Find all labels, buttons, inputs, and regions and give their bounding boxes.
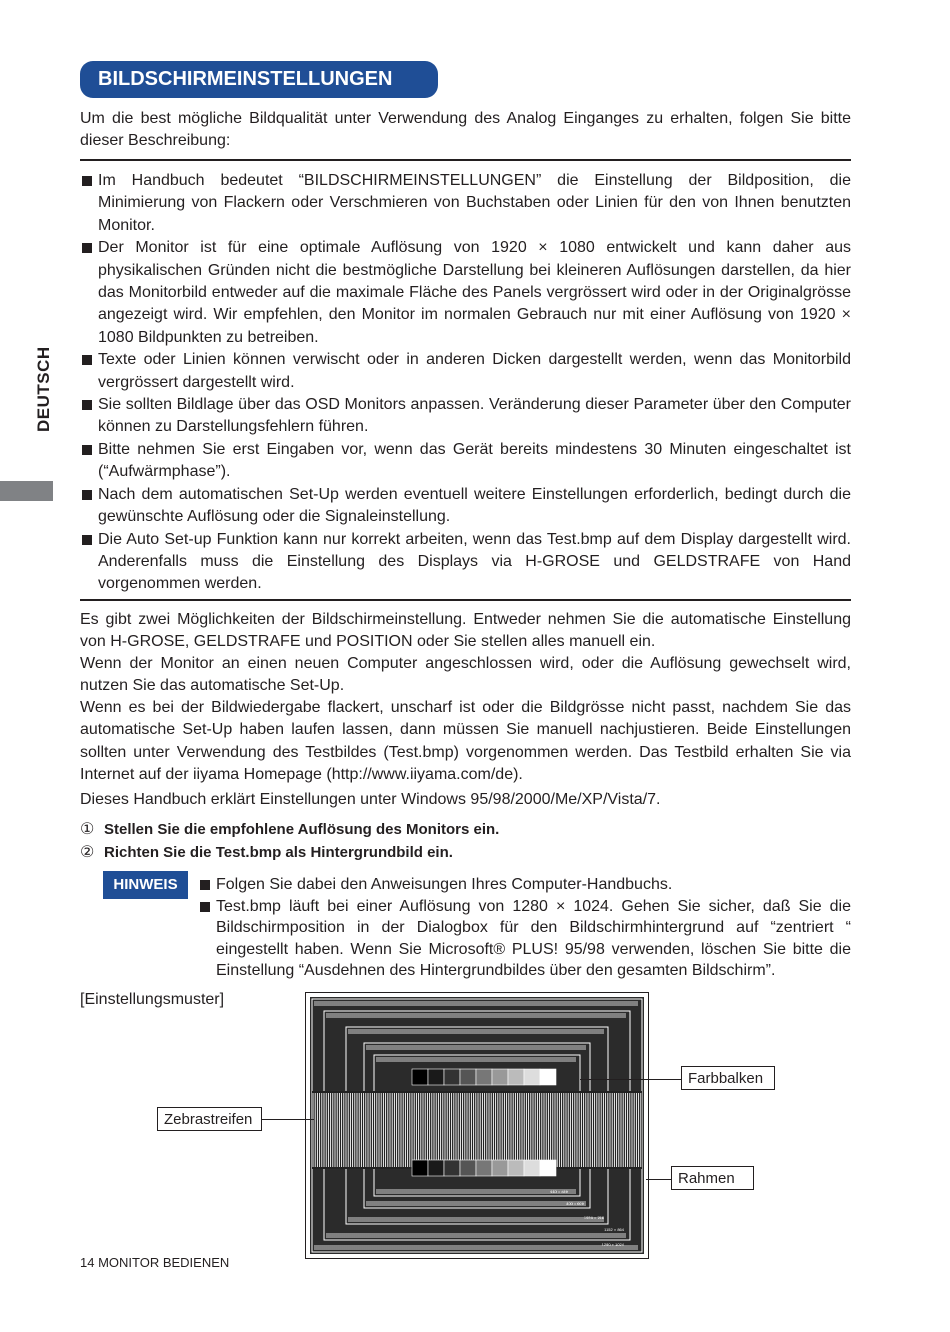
color-bar-swatch [444, 1160, 460, 1176]
paragraph-1: Es gibt zwei Möglichkeiten der Bildschirmeinstellung. Entweder nehmen Sie die automatische Einstellung von H-GROSE, GELDSTRAFE und POSITION oder Sie stellen alles manuell ein. [80, 611, 851, 651]
color-bar-swatch [412, 1069, 428, 1085]
paragraph-2: Wenn der Monitor an einen neuen Computer angeschlossen wird, oder die Auflösung gewechselt wird, nutzen Sie das automatische Set-Up. [80, 655, 851, 695]
page-footer: 14 MONITOR BEDIENEN [80, 1255, 230, 1270]
resolution-label: 1280 × 1024 [601, 1242, 624, 1247]
hinweis-item: Test.bmp läuft bei einer Auflösung von 1280 × 1024. Gehen Sie sicher, daß Sie die Bildschirmposition in der Dialogbox für den Bildschirmhintergrund auf “zentriert “ eingestellt haben. Wenn Sie Microsoft® PLUS! 95/98 verwenden, löschen Sie bitte die Einstellung “Ausdehnen des Hintergrundbildes über den gesamten Bildschirm”. [198, 896, 851, 982]
color-bar-swatch [524, 1069, 540, 1085]
step-2 [80, 843, 453, 863]
section-title: BILDSCHIRMEINSTELLUNGEN [80, 61, 438, 98]
test-pattern-image [306, 993, 648, 1258]
step-number: ② [80, 844, 95, 861]
color-bar-swatch [540, 1160, 556, 1176]
color-bar-swatch [540, 1069, 556, 1085]
color-bar-swatch [460, 1069, 476, 1085]
color-bar-swatch [444, 1069, 460, 1085]
color-bar-swatch [412, 1160, 428, 1176]
color-bar-swatch [508, 1069, 524, 1085]
paragraph-3: Wenn es bei der Bildwiedergabe flackert, unscharf ist oder die Bildgrösse nicht passt, nachdem Sie das automatische Set-Up haben laufen lassen, dann müssen Sie manuell nachjustieren. Beide Einstellungen sollten unter Verwendung des Testbildes (Test.bmp) vorgenommen werden. Das Testbild erhalten Sie via Internet auf der iiyama Homepage (http://www.iiyama.com/de). [80, 699, 851, 784]
bullet-item: Die Auto Set-up Funktion kann nur korrekt arbeiten, wenn das Test.bmp auf dem Display dargestellt wird. Anderenfalls muss die Einstellung des Displays via H-GROSE und GELDSTRAFE von Hand vorgenommen werden. [80, 529, 851, 596]
step-1 [80, 820, 499, 840]
test-pattern-figure [305, 992, 649, 1259]
color-bar-swatch [476, 1069, 492, 1085]
farbbalken-leader [580, 1079, 681, 1080]
bullet-square-icon [82, 400, 92, 410]
resolution-label: 800 × 600 [566, 1201, 584, 1206]
step-text: Stellen Sie die empfohlene Auflösung des Monitors ein. [104, 821, 500, 838]
bullet-item: Der Monitor ist für eine optimale Auflösung von 1920 × 1080 entwickelt und kann daher aus physikalischen Gründen nicht die bestmögliche Darstellung bei kleineren Auflösungen darstellen, da hier das Monitorbild entweder auf die maximale Fläche des Panels vergrössert wird oder in der Originalgrösse angezeigt wird. Wir empfehlen, den Monitor im normalen Gebrauch nur mit einer Auflösung von 1920 × 1080 Bildpunkten zu betreiben. [80, 237, 851, 349]
language-tab [0, 481, 53, 501]
color-bar-swatch [428, 1069, 444, 1085]
step-text: Richten Sie die Test.bmp als Hintergrundbild ein. [104, 844, 453, 861]
bullet-square-icon [82, 490, 92, 500]
divider-top [80, 159, 851, 161]
bullet-square-icon [82, 445, 92, 455]
color-bar-swatch [524, 1160, 540, 1176]
rahmen-callout: Rahmen [671, 1166, 754, 1190]
hinweis-badge: HINWEIS [103, 871, 188, 899]
bullet-square-icon [82, 355, 92, 365]
paragraph-4: Dieses Handbuch erklärt Einstellungen unter Windows 95/98/2000/Me/XP/Vista/7. [80, 791, 661, 808]
step-number: ① [80, 821, 95, 838]
bullet-square-icon [82, 176, 92, 186]
color-bar-swatch [492, 1069, 508, 1085]
divider-bottom [80, 599, 851, 601]
color-bar-swatch [428, 1160, 444, 1176]
color-bar-swatch [508, 1160, 524, 1176]
zebrastreifen-leader [262, 1119, 314, 1120]
bullet-list [80, 170, 851, 596]
resolution-label: 640 × 480 [550, 1189, 568, 1194]
bullet-item: Nach dem automatischen Set-Up werden eventuell weitere Einstellungen erforderlich, bedingt durch die gewünschte Auflösung oder die Signaleinstellung. [80, 484, 851, 529]
bullet-item: Bitte nehmen Sie erst Eingaben vor, wenn das Gerät bereits mindestens 30 Minuten eingeschaltet ist (“Aufwärmphase”). [80, 439, 851, 484]
bullet-square-icon [82, 243, 92, 253]
zebrastreifen-callout: Zebrastreifen [157, 1107, 262, 1131]
bullet-square-icon [200, 902, 210, 912]
bullet-square-icon [200, 880, 210, 890]
bullet-item: Texte oder Linien können verwischt oder in anderen Dicken dargestellt werden, wenn das Monitorbild vergrössert dargestellt wird. [80, 349, 851, 394]
pattern-caption: [Einstellungsmuster] [80, 991, 225, 1008]
bullet-square-icon [82, 535, 92, 545]
color-bar-swatch [476, 1160, 492, 1176]
intro-text: Um die best mögliche Bildqualität unter Verwendung des Analog Einganges zu erhalten, folgen Sie bitte dieser Beschreibung: [80, 110, 851, 150]
farbbalken-callout: Farbbalken [681, 1066, 775, 1090]
color-bar-swatch [492, 1160, 508, 1176]
bullet-item: Sie sollten Bildlage über das OSD Monitors anpassen. Veränderung dieser Parameter über den Computer können zu Darstellungsfehlern führen. [80, 394, 851, 439]
resolution-label: 1024 × 768 [583, 1215, 604, 1220]
hinweis-list [198, 874, 851, 982]
color-bar-swatch [460, 1160, 476, 1176]
hinweis-item: Folgen Sie dabei den Anweisungen Ihres Computer-Handbuchs. [198, 874, 851, 896]
resolution-label: 1152 × 864 [604, 1227, 624, 1232]
rahmen-leader [646, 1179, 671, 1180]
bullet-item: Im Handbuch bedeutet “BILDSCHIRMEINSTELLUNGEN” die Einstellung der Bildposition, die Minimierung von Flackern oder Verschmieren von Buchstaben oder Linien für den von Ihnen benutzten Monitor. [80, 170, 851, 237]
